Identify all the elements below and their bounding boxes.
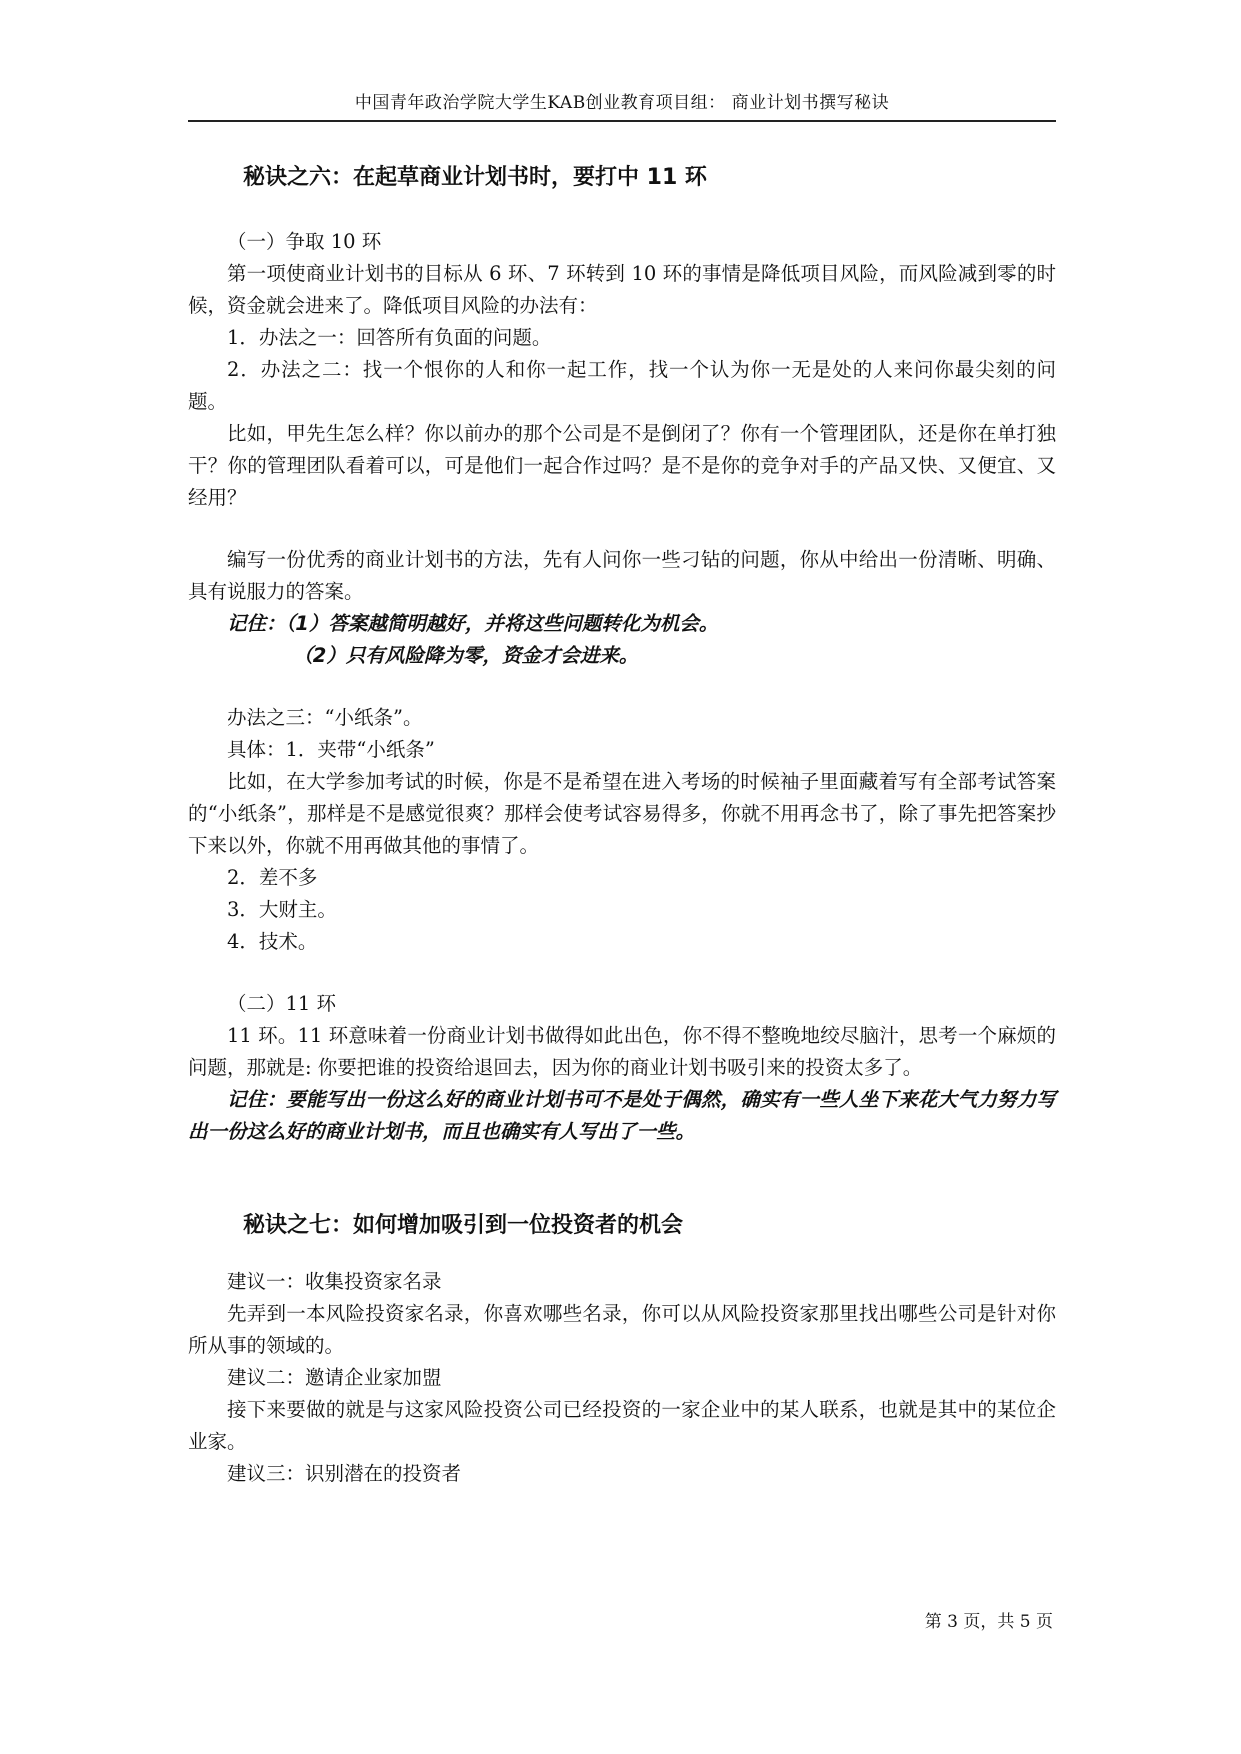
method-item: 1．办法之一：回答所有负面的问题。: [227, 326, 552, 349]
suggestion-heading: 建议二：邀请企业家加盟: [227, 1366, 442, 1389]
note-remember-2: （2）只有风险降为零，资金才会进来。: [293, 644, 639, 667]
paragraph: 11 环。11 环意味着一份商业计划书做得如此出色，你不得不整晚地绞尽脑汁，思考一个麻烦的问题，那就是: 你要把谁的投资给退回去，因为你的商业计划书吸引来的投资太多了。: [188, 1024, 1056, 1079]
section-6-title: 秘诀之六：在起草商业计划书时，要打中 11 环: [243, 165, 707, 190]
page-header: 中国青年政治学院大学生KAB创业教育项目组： 商业计划书撰写秘诀: [188, 88, 1056, 122]
paragraph: 比如，在大学参加考试的时候，你是不是希望在进入考场的时候袖子里面藏着写有全部考试答案的“小纸条”，那样是不是感觉很爽？那样会使考试容易得多，你就不用再念书了，除了事先把答案抄下来以外，你就不用再做其他的事情了。: [188, 770, 1056, 857]
subsection-1-heading: （一）争取 10 环: [227, 230, 382, 253]
paragraph: 接下来要做的就是与这家风险投资公司已经投资的一家企业中的某人联系，也就是其中的某位企业家。: [188, 1398, 1056, 1453]
list-item: 4．技术。: [227, 930, 318, 953]
page-content: [188, 160, 1056, 1490]
method-detail: 具体：1．夹带“小纸条”: [227, 738, 435, 761]
subsection-2-heading: （二）11 环: [227, 992, 337, 1015]
paragraph: 先弄到一本风险投资家名录，你喜欢哪些名录，你可以从风险投资家那里找出哪些公司是针对你所从事的领域的。: [188, 1302, 1056, 1357]
paragraph: 第一项使商业计划书的目标从 6 环、7 环转到 10 环的事情是降低项目风险，而风险减到零的时候，资金就会进来了。降低项目风险的办法有：: [188, 262, 1056, 317]
list-item: 2．差不多: [227, 866, 318, 889]
paragraph: 比如，甲先生怎么样？你以前办的那个公司是不是倒闭了？你有一个管理团队，还是你在单打独干？你的管理团队看着可以，可是他们一起合作过吗？是不是你的竞争对手的产品又快、又便宜、又经用？: [188, 422, 1056, 509]
method-item: 2．办法之二：找一个恨你的人和你一起工作，找一个认为你一无是处的人来问你最尖刻的问题。: [188, 358, 1056, 413]
section-7-title: 秘诀之七：如何增加吸引到一位投资者的机会: [243, 1213, 684, 1238]
list-item: 3．大财主。: [227, 898, 337, 921]
suggestion-heading: 建议一：收集投资家名录: [227, 1270, 442, 1293]
note-remember-3: 记住：要能写出一份这么好的商业计划书可不是处于偶然，确实有一些人坐下来花大气力努力写出一份这么好的商业计划书，而且也确实有人写出了一些。: [188, 1088, 1056, 1143]
note-remember: 记住：（1）答案越简明越好，并将这些问题转化为机会。: [227, 612, 719, 635]
page-footer: 第 3 页，共 5 页: [924, 1612, 1053, 1632]
method-item: 办法之三：“小纸条”。: [227, 706, 423, 729]
suggestion-heading: 建议三：识别潜在的投资者: [227, 1462, 462, 1485]
paragraph: 编写一份优秀的商业计划书的方法，先有人问你一些刁钻的问题，你从中给出一份清晰、明确、具有说服力的答案。: [188, 548, 1056, 603]
